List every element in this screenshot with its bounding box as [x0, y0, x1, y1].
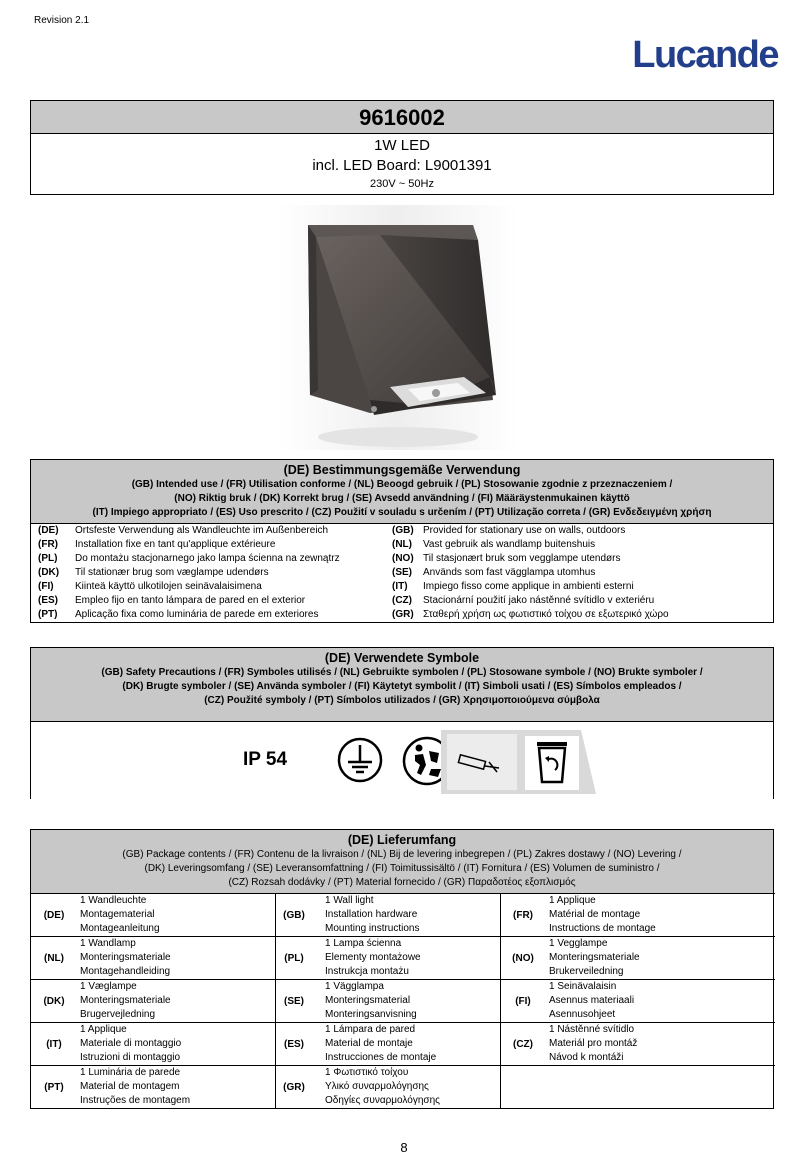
- package-item-line: Asennusohjeet: [549, 1009, 616, 1020]
- package-item-line: 1 Nástěnné svítidlo: [549, 1024, 635, 1035]
- usage-text-right: Stacionární použití jako nástěnné svítidlo v exteriéru: [423, 595, 655, 606]
- usage-code-left: (DK): [38, 567, 60, 578]
- usage-code-left: (FI): [38, 581, 54, 592]
- package-items: [545, 980, 775, 1022]
- intended-use-title: (DE) Bestimmungsgemäße Verwendung: [283, 463, 521, 477]
- package-item-line: Montagehandleiding: [80, 966, 171, 977]
- package-cell: [501, 893, 775, 936]
- package-items: [312, 1023, 500, 1065]
- package-item-line: 1 Seinävalaisin: [549, 981, 617, 992]
- package-language-code: (NO): [512, 952, 534, 964]
- package-items: [312, 937, 500, 979]
- symbols-subtitle-1: (GB) Safety Precautions / (FR) Symboles utilisés / (NL) Gebruikte symbolen / (PL) Stosowane symbole / (NO) Brukte symboler /: [101, 667, 703, 678]
- package-item-line: Materiale di montaggio: [80, 1038, 182, 1049]
- package-item-line: Material de montagem: [80, 1081, 180, 1092]
- package-subtitle-2: (DK) Leveringsomfang / (SE) Leveransomfattning / (FI) Toimitussisältö / (IT) Fornitura / (ES) Volumen de suministro /: [144, 863, 660, 874]
- usage-text-right: Vast gebruik als wandlamp buitenshuis: [423, 539, 596, 550]
- package-item-line: Οδηγίες συναρμολόγησης: [325, 1095, 440, 1106]
- package-language-code: (IT): [46, 1038, 62, 1050]
- usage-code-right: (SE): [392, 567, 412, 578]
- package-cell: [276, 893, 501, 936]
- weee-disposal-icon: [441, 730, 596, 794]
- package-item-line: 1 Wandlamp: [80, 938, 136, 949]
- usage-code-right: (GR): [392, 609, 414, 620]
- package-item-line: Instructions de montage: [549, 923, 656, 934]
- package-item-line: 1 Wandleuchte: [80, 895, 147, 906]
- usage-code-right: (IT): [392, 581, 408, 592]
- package-item-line: 1 Lámpara de pared: [325, 1024, 416, 1035]
- usage-text-left: Empleo fijo en tanto lámpara de pared en el exterior: [75, 595, 306, 606]
- package-contents-section: [30, 829, 774, 1109]
- package-item-line: Brugervejledning: [80, 1009, 156, 1020]
- package-item-line: Matérial de montage: [549, 909, 641, 920]
- spec-power: 1W LED: [374, 137, 430, 154]
- package-items: [312, 980, 500, 1022]
- intended-use-subtitle-1: (GB) Intended use / (FR) Utilisation conforme / (NL) Beoogd gebruik / (PL) Stosowanie zgodnie z przeznaczeniem /: [131, 479, 673, 490]
- usage-code-right: (CZ): [392, 595, 412, 606]
- package-item-line: Elementy montażowe: [325, 952, 421, 963]
- symbols-row: [31, 722, 773, 799]
- symbols-section: [30, 647, 774, 799]
- package-cell: [276, 1022, 501, 1065]
- package-cell: [31, 893, 276, 936]
- package-item-line: Installation hardware: [325, 909, 418, 920]
- package-cell: [31, 1065, 276, 1108]
- package-item-line: Monteringsanvisning: [325, 1009, 417, 1020]
- package-item-line: Materiál pro montáž: [549, 1038, 638, 1049]
- package-language-code: (FR): [513, 909, 533, 921]
- package-items: [545, 894, 775, 936]
- package-item-line: 1 Vegglampe: [549, 938, 608, 949]
- package-language-code: (NL): [44, 952, 64, 964]
- usage-text-left: Do montażu stacjonarnego jako lampa ścienna na zewnątrz: [75, 553, 340, 564]
- usage-text-right: Impiego fisso come applique in ambienti esterni: [423, 581, 634, 592]
- package-language-code: (SE): [284, 995, 304, 1007]
- usage-code-left: (DE): [38, 525, 59, 536]
- usage-text-left: Ortsfeste Verwendung als Wandleuchte im Außenbereich: [75, 525, 329, 536]
- package-item-line: Brukerveiledning: [549, 966, 624, 977]
- package-cell: [276, 936, 501, 979]
- usage-text-left: Aplicação fixa como luminária de parede em exteriores: [75, 609, 319, 620]
- package-cell: [31, 1022, 276, 1065]
- package-item-line: Asennus materiaali: [549, 995, 635, 1006]
- product-specs: [31, 134, 773, 194]
- package-item-line: Υλικό συναρμολόγησης: [325, 1081, 429, 1092]
- package-item-line: 1 Vägglampa: [325, 981, 384, 992]
- package-item-line: 1 Luminária de parede: [80, 1067, 181, 1078]
- package-language-code: (DE): [43, 909, 65, 921]
- usage-code-left: (FR): [38, 539, 58, 550]
- symbols-title: (DE) Verwendete Symbole: [324, 651, 480, 665]
- package-items: [312, 1066, 500, 1108]
- usage-code-right: (GB): [392, 525, 414, 536]
- symbols-header: [31, 648, 773, 722]
- intended-use-subtitle-3: (IT) Impiego appropriato / (ES) Uso prescrito / (CZ) Použití v souladu s určením / (PT) Utilização correta / (GR) Ενδεδειγμένη χρήση: [92, 507, 712, 518]
- usage-text-right: Provided for stationary use on walls, outdoors: [423, 525, 626, 536]
- usage-text-right: Används som fast vägglampa utomhus: [423, 567, 596, 578]
- package-cell: [31, 979, 276, 1022]
- package-item-line: 1 Applique: [80, 1024, 127, 1035]
- package-item-line: 1 Lampa ścienna: [325, 938, 402, 949]
- package-language-code: (GB): [283, 909, 305, 921]
- page-number: 8: [400, 1140, 408, 1155]
- package-item-line: Montagematerial: [80, 909, 155, 920]
- package-item-line: 1 Φωτιστικό τοίχου: [325, 1067, 409, 1078]
- package-item-line: 1 Wall light: [325, 895, 374, 906]
- symbols-subtitle-2: (DK) Brugte symboler / (SE) Använda symboler / (FI) Käytetyt symbolit / (IT) Simboli usati / (ES) Símbolos empleados /: [122, 681, 682, 692]
- intended-use-table: [31, 524, 773, 622]
- package-language-code: (GR): [283, 1081, 305, 1093]
- package-items: [77, 980, 275, 1022]
- package-item-line: 1 Applique: [549, 895, 596, 906]
- symbols-subtitle-3: (CZ) Použité symboly / (PT) Símbolos utilizados / (GR) Χρησιμοποιούμενα σύμβολα: [204, 695, 600, 706]
- package-item-line: Monteringsmaterial: [325, 995, 411, 1006]
- intended-use-header: [31, 460, 773, 524]
- package-item-line: Monteringsmateriale: [80, 952, 171, 963]
- product-code: 9616002: [31, 101, 773, 134]
- spec-led-board: incl. LED Board: L9001391: [312, 157, 492, 174]
- usage-text-right: Til stasjonært bruk som vegglampe utendørs: [423, 553, 621, 564]
- package-items: [545, 1023, 775, 1065]
- package-cell: [276, 979, 501, 1022]
- package-items: [77, 937, 275, 979]
- package-item-line: Istruzioni di montaggio: [80, 1052, 181, 1063]
- product-header: [30, 100, 774, 195]
- usage-code-left: (ES): [38, 595, 58, 606]
- package-language-code: (PL): [284, 952, 304, 964]
- usage-code-left: (PL): [38, 553, 58, 564]
- package-item-line: Material de montaje: [325, 1038, 413, 1049]
- package-cell: [501, 979, 775, 1022]
- package-language-code: (FI): [515, 995, 531, 1007]
- usage-text-left: Installation fixe en tant qu'applique extérieure: [75, 539, 276, 550]
- package-items: [77, 1066, 275, 1108]
- usage-code-right: (NL): [392, 539, 412, 550]
- usage-code-left: (PT): [38, 609, 58, 620]
- package-item-line: 1 Væglampe: [80, 981, 137, 992]
- package-cell: [276, 1065, 501, 1108]
- package-language-code: (CZ): [513, 1038, 533, 1050]
- package-item-line: Monteringsmateriale: [549, 952, 640, 963]
- package-item-line: Návod k montáži: [549, 1052, 624, 1063]
- spec-voltage: 230V ~ 50Hz: [370, 178, 434, 190]
- usage-text-right: Σταθερή χρήση ως φωτιστικό τοίχου σε εξωτερικό χώρο: [423, 609, 669, 620]
- package-language-code: (ES): [284, 1038, 304, 1050]
- usage-code-right: (NO): [392, 553, 414, 564]
- usage-text-left: Til stationær brug som væglampe udendørs: [75, 567, 269, 578]
- package-items: [312, 894, 500, 936]
- package-cell-empty: [501, 1065, 775, 1108]
- package-item-line: Mounting instructions: [325, 923, 420, 934]
- package-item-line: Instrukcja montażu: [325, 966, 409, 977]
- package-subtitle-1: (GB) Package contents / (FR) Contenu de la livraison / (NL) Bij de levering inbegrepen / (PL) Zakres dostawy / (NO) Levering /: [122, 849, 682, 860]
- usage-text-left: Kiinteä käyttö ulkotilojen seinävalaisimena: [75, 581, 262, 592]
- intended-use-subtitle-2: (NO) Riktig bruk / (DK) Korrekt brug / (SE) Avsedd användning / (FI) Määräystenmukainen käyttö: [174, 493, 630, 504]
- package-items: [545, 937, 775, 979]
- intended-use-section: [30, 459, 774, 623]
- package-item-line: Instruções de montagem: [80, 1095, 191, 1106]
- package-items: [77, 1023, 275, 1065]
- package-item-line: Instrucciones de montaje: [325, 1052, 437, 1063]
- package-subtitle-3: (CZ) Rozsah dodávky / (PT) Material fornecido / (GR) Παραδοτέος εξοπλισμός: [228, 877, 576, 888]
- package-cell: [501, 1022, 775, 1065]
- product-image: [278, 205, 518, 450]
- package-items: [77, 894, 275, 936]
- package-cell: [501, 936, 775, 979]
- package-item-line: Monteringsmateriale: [80, 995, 171, 1006]
- package-item-line: Montageanleitung: [80, 923, 160, 934]
- ip-rating: IP 54: [243, 749, 288, 770]
- package-contents-table: [31, 893, 773, 1108]
- package-language-code: (DK): [43, 995, 65, 1007]
- package-language-code: (PT): [44, 1081, 64, 1093]
- brand-logo: Lucande: [632, 34, 778, 76]
- package-header: [31, 830, 773, 893]
- revision-label: Revision 2.1: [34, 15, 90, 26]
- package-title: (DE) Lieferumfang: [347, 833, 457, 847]
- package-cell: [31, 936, 276, 979]
- protective-earth-icon: [336, 736, 384, 784]
